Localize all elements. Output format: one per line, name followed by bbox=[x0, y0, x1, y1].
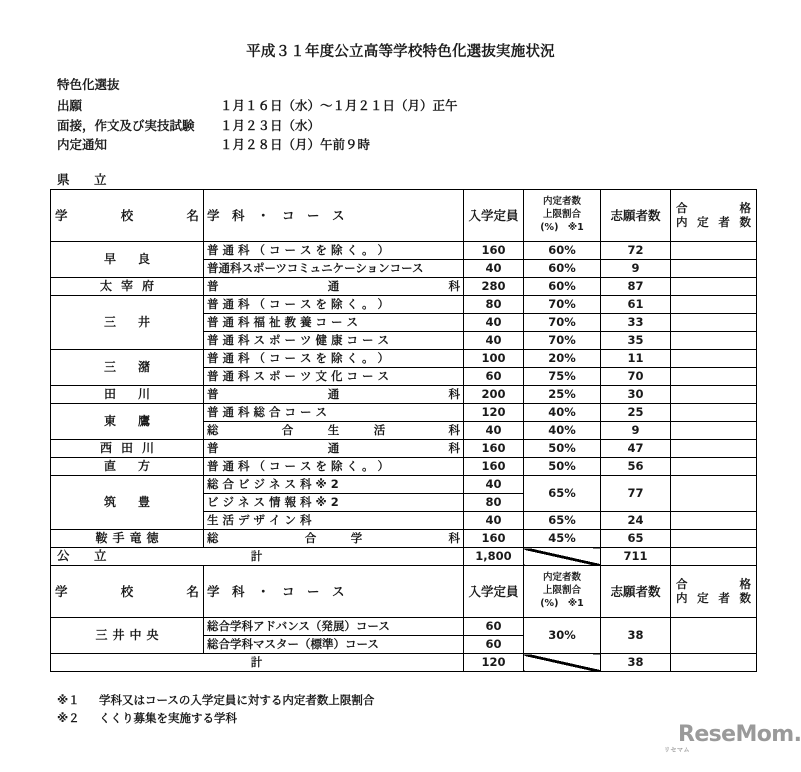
table-row bbox=[51, 530, 757, 548]
cell-applicants: 33 bbox=[601, 314, 671, 332]
cell-school-name: 早 良 bbox=[51, 242, 204, 278]
cell-acceptance-ratio: 50% bbox=[524, 440, 601, 458]
cell-school-name: 田 川 bbox=[51, 386, 204, 404]
footnotes-block bbox=[57, 692, 374, 728]
schedule-label: 面接，作文及び実技試験 bbox=[57, 117, 195, 133]
cell-applicants: 77 bbox=[601, 476, 671, 512]
table-header-row bbox=[51, 190, 757, 242]
table-row bbox=[51, 242, 757, 260]
cell-school-name: 東 鷹 bbox=[51, 404, 204, 440]
cell-course-name: 生 活 デ ザ イ ン 科 bbox=[204, 512, 464, 530]
cell-course-name: 普 通 科 （ コ ー ス を 除 く 。 ） bbox=[204, 458, 464, 476]
cell-course-name: 総 合 ビ ジ ネ ス 科 ※ 2 bbox=[204, 476, 464, 494]
schedule-row-exam bbox=[57, 118, 458, 134]
cell-acceptance-ratio: 70% bbox=[524, 314, 601, 332]
header-accepted-count: 合 格 内 定 者 数 bbox=[671, 190, 757, 242]
header-capacity: 入学定員 bbox=[464, 566, 524, 618]
public-table-container bbox=[50, 565, 756, 672]
cell-accepted-count bbox=[671, 618, 757, 654]
cell-applicants: 30 bbox=[601, 386, 671, 404]
cell-acceptance-ratio: 40% bbox=[524, 422, 601, 440]
cell-acceptance-ratio: 65% bbox=[524, 512, 601, 530]
cell-capacity: 40 bbox=[464, 422, 524, 440]
cell-accepted-count bbox=[671, 314, 757, 332]
cell-capacity: 40 bbox=[464, 512, 524, 530]
cell-total-accepted bbox=[671, 548, 757, 566]
cell-total-label: 計 bbox=[51, 654, 464, 672]
page-title: 平成３１年度公立高等学校特色化選抜実施状況 bbox=[246, 44, 555, 60]
cell-school-name: 鞍 手 竜 徳 bbox=[51, 530, 204, 548]
cell-course-name: 普 通 科 （ コ ー ス を 除 く 。 ） bbox=[204, 296, 464, 314]
cell-applicants: 70 bbox=[601, 368, 671, 386]
cell-acceptance-ratio: 70% bbox=[524, 332, 601, 350]
cell-course-name: 普 通 科 bbox=[204, 440, 464, 458]
cell-total-label: 計 bbox=[51, 548, 464, 566]
cell-course-name: 普 通 科 ス ポ ー ツ 健 康 コ ー ス bbox=[204, 332, 464, 350]
cell-total-capacity: 1,800 bbox=[464, 548, 524, 566]
cell-applicants: 11 bbox=[601, 350, 671, 368]
schedule-label: 出願 bbox=[57, 98, 83, 113]
cell-accepted-count bbox=[671, 440, 757, 458]
schedule-label: 内定通知 bbox=[57, 137, 108, 153]
cell-applicants: 87 bbox=[601, 278, 671, 296]
table-row bbox=[51, 278, 757, 296]
footnote-text: 学科又はコースの入学定員に対する内定者数上限割合 bbox=[99, 693, 375, 707]
header-course: 学 科 ・ コ ー ス bbox=[204, 190, 464, 242]
cell-acceptance-ratio: 70% bbox=[524, 296, 601, 314]
footnote-text: くくり募集を実施する学科 bbox=[99, 710, 237, 725]
cell-capacity: 60 bbox=[464, 618, 524, 636]
cell-applicants: 35 bbox=[601, 332, 671, 350]
cell-accepted-count bbox=[671, 512, 757, 530]
footnote-marker: ※１ bbox=[57, 693, 80, 707]
cell-course-name: 総合学科マスター（標準）コース bbox=[204, 636, 464, 654]
cell-accepted-count bbox=[671, 404, 757, 422]
cell-course-name: 普 通 科 （ コ ー ス を 除 く 。 ） bbox=[204, 242, 464, 260]
cell-accepted-count bbox=[671, 422, 757, 440]
cell-acceptance-ratio: 30% bbox=[524, 618, 601, 654]
cell-accepted-count bbox=[671, 278, 757, 296]
cell-acceptance-ratio: 60% bbox=[524, 242, 601, 260]
table-row bbox=[51, 458, 757, 476]
cell-course-name: 普 通 科 （ コ ー ス を 除 く 。 ） bbox=[204, 350, 464, 368]
schedule-value: １月１６日（水）～１月２１日（月）正午 bbox=[220, 98, 458, 113]
public-schools-table bbox=[50, 565, 757, 672]
header-applicants: 志願者数 bbox=[601, 566, 671, 618]
header-school-name: 学 校 名 bbox=[51, 190, 204, 242]
cell-accepted-count bbox=[671, 458, 757, 476]
cell-acceptance-ratio: 60% bbox=[524, 260, 601, 278]
schedule-heading: 特色化選抜 bbox=[57, 77, 120, 92]
cell-capacity: 160 bbox=[464, 530, 524, 548]
table-row bbox=[51, 350, 757, 368]
table-header-row bbox=[51, 566, 757, 618]
cell-course-name: 総合学科アドバンス（発展）コース bbox=[204, 618, 464, 636]
footnote-2 bbox=[57, 710, 374, 728]
cell-capacity: 280 bbox=[464, 278, 524, 296]
schedule-block bbox=[57, 75, 458, 157]
cell-applicants: 9 bbox=[601, 260, 671, 278]
header-accepted-count: 合 格 内 定 者 数 bbox=[671, 566, 757, 618]
cell-total-applicants: 38 bbox=[601, 654, 671, 672]
cell-acceptance-ratio: 60% bbox=[524, 278, 601, 296]
cell-school-name: 筑 豊 bbox=[51, 476, 204, 530]
cell-capacity: 40 bbox=[464, 314, 524, 332]
cell-school-name: 太 宰 府 bbox=[51, 278, 204, 296]
cell-school-name: 三 潴 bbox=[51, 350, 204, 386]
cell-acceptance-ratio: 65% bbox=[524, 476, 601, 512]
header-course: 学 科 ・ コ ー ス bbox=[204, 566, 464, 618]
header-applicants: 志願者数 bbox=[601, 190, 671, 242]
section-label-prefectural: 県 立 bbox=[57, 172, 113, 187]
header-acceptance-ratio: 内定者数 上限割合 (%) ※1 bbox=[524, 190, 601, 242]
cell-applicants: 65 bbox=[601, 530, 671, 548]
cell-accepted-count bbox=[671, 242, 757, 260]
table-row bbox=[51, 386, 757, 404]
cell-total-ratio-diagonal bbox=[524, 654, 601, 672]
cell-capacity: 160 bbox=[464, 242, 524, 260]
schedule-row-notice bbox=[57, 137, 458, 153]
prefectural-table-container bbox=[50, 189, 756, 566]
cell-capacity: 60 bbox=[464, 368, 524, 386]
cell-acceptance-ratio: 20% bbox=[524, 350, 601, 368]
cell-applicants: 24 bbox=[601, 512, 671, 530]
cell-capacity: 160 bbox=[464, 458, 524, 476]
cell-applicants: 72 bbox=[601, 242, 671, 260]
cell-total-applicants: 711 bbox=[601, 548, 671, 566]
cell-course-name: 普通科スポーツコミュニケーションコース bbox=[204, 260, 464, 278]
table-total-row bbox=[51, 654, 757, 672]
table-row bbox=[51, 296, 757, 314]
cell-accepted-count bbox=[671, 368, 757, 386]
cell-applicants: 47 bbox=[601, 440, 671, 458]
table-total-row bbox=[51, 548, 757, 566]
cell-accepted-count bbox=[671, 332, 757, 350]
cell-capacity: 160 bbox=[464, 440, 524, 458]
table-row bbox=[51, 440, 757, 458]
cell-course-name: 普 通 科 bbox=[204, 278, 464, 296]
cell-accepted-count bbox=[671, 530, 757, 548]
cell-applicants: 9 bbox=[601, 422, 671, 440]
cell-course-name: ビ ジ ネ ス 情 報 科 ※ 2 bbox=[204, 494, 464, 512]
cell-course-name: 総 合 生 活 科 bbox=[204, 422, 464, 440]
watermark-logo bbox=[664, 722, 801, 772]
section-label-public: 公 立 bbox=[57, 548, 113, 563]
cell-capacity: 80 bbox=[464, 494, 524, 512]
table-row bbox=[51, 404, 757, 422]
cell-accepted-count bbox=[671, 350, 757, 368]
schedule-value: １月２８日（月）午前９時 bbox=[220, 137, 371, 153]
schedule-row-application bbox=[57, 98, 458, 114]
cell-accepted-count bbox=[671, 260, 757, 278]
cell-acceptance-ratio: 75% bbox=[524, 368, 601, 386]
cell-capacity: 100 bbox=[464, 350, 524, 368]
cell-total-accepted bbox=[671, 654, 757, 672]
cell-capacity: 200 bbox=[464, 386, 524, 404]
cell-school-name: 西 田 川 bbox=[51, 440, 204, 458]
footnote-1 bbox=[57, 692, 374, 710]
cell-accepted-count bbox=[671, 476, 757, 512]
table-row bbox=[51, 476, 757, 494]
cell-total-ratio-diagonal bbox=[524, 548, 601, 566]
cell-course-name: 普 通 科 bbox=[204, 386, 464, 404]
cell-applicants: 61 bbox=[601, 296, 671, 314]
cell-course-name: 普 通 科 総 合 コ ー ス bbox=[204, 404, 464, 422]
cell-capacity: 40 bbox=[464, 332, 524, 350]
cell-school-name: 直 方 bbox=[51, 458, 204, 476]
cell-applicants: 38 bbox=[601, 618, 671, 654]
cell-applicants: 56 bbox=[601, 458, 671, 476]
cell-acceptance-ratio: 25% bbox=[524, 386, 601, 404]
cell-capacity: 40 bbox=[464, 260, 524, 278]
header-capacity: 入学定員 bbox=[464, 190, 524, 242]
table-row bbox=[51, 618, 757, 636]
schedule-value: １月２３日（水） bbox=[220, 117, 321, 133]
footnote-marker: ※２ bbox=[57, 710, 80, 725]
cell-applicants: 25 bbox=[601, 404, 671, 422]
cell-school-name: 三 井 中 央 bbox=[51, 618, 204, 654]
cell-acceptance-ratio: 50% bbox=[524, 458, 601, 476]
cell-school-name: 三 井 bbox=[51, 296, 204, 350]
cell-capacity: 60 bbox=[464, 636, 524, 654]
cell-acceptance-ratio: 40% bbox=[524, 404, 601, 422]
header-acceptance-ratio: 内定者数 上限割合 (%) ※1 bbox=[524, 566, 601, 618]
watermark-ruby: リセマム bbox=[664, 746, 690, 754]
cell-acceptance-ratio: 45% bbox=[524, 530, 601, 548]
header-school-name: 学 校 名 bbox=[51, 566, 204, 618]
cell-accepted-count bbox=[671, 296, 757, 314]
prefectural-schools-table bbox=[50, 189, 757, 566]
cell-course-name: 普 通 科 ス ポ ー ツ 文 化 コ ー ス bbox=[204, 368, 464, 386]
cell-capacity: 40 bbox=[464, 476, 524, 494]
cell-accepted-count bbox=[671, 386, 757, 404]
cell-capacity: 120 bbox=[464, 404, 524, 422]
watermark-text: ReseMom. bbox=[678, 722, 801, 747]
cell-capacity: 80 bbox=[464, 296, 524, 314]
cell-total-capacity: 120 bbox=[464, 654, 524, 672]
cell-course-name: 総 合 学 科 bbox=[204, 530, 464, 548]
cell-course-name: 普 通 科 福 祉 教 養 コ ー ス bbox=[204, 314, 464, 332]
